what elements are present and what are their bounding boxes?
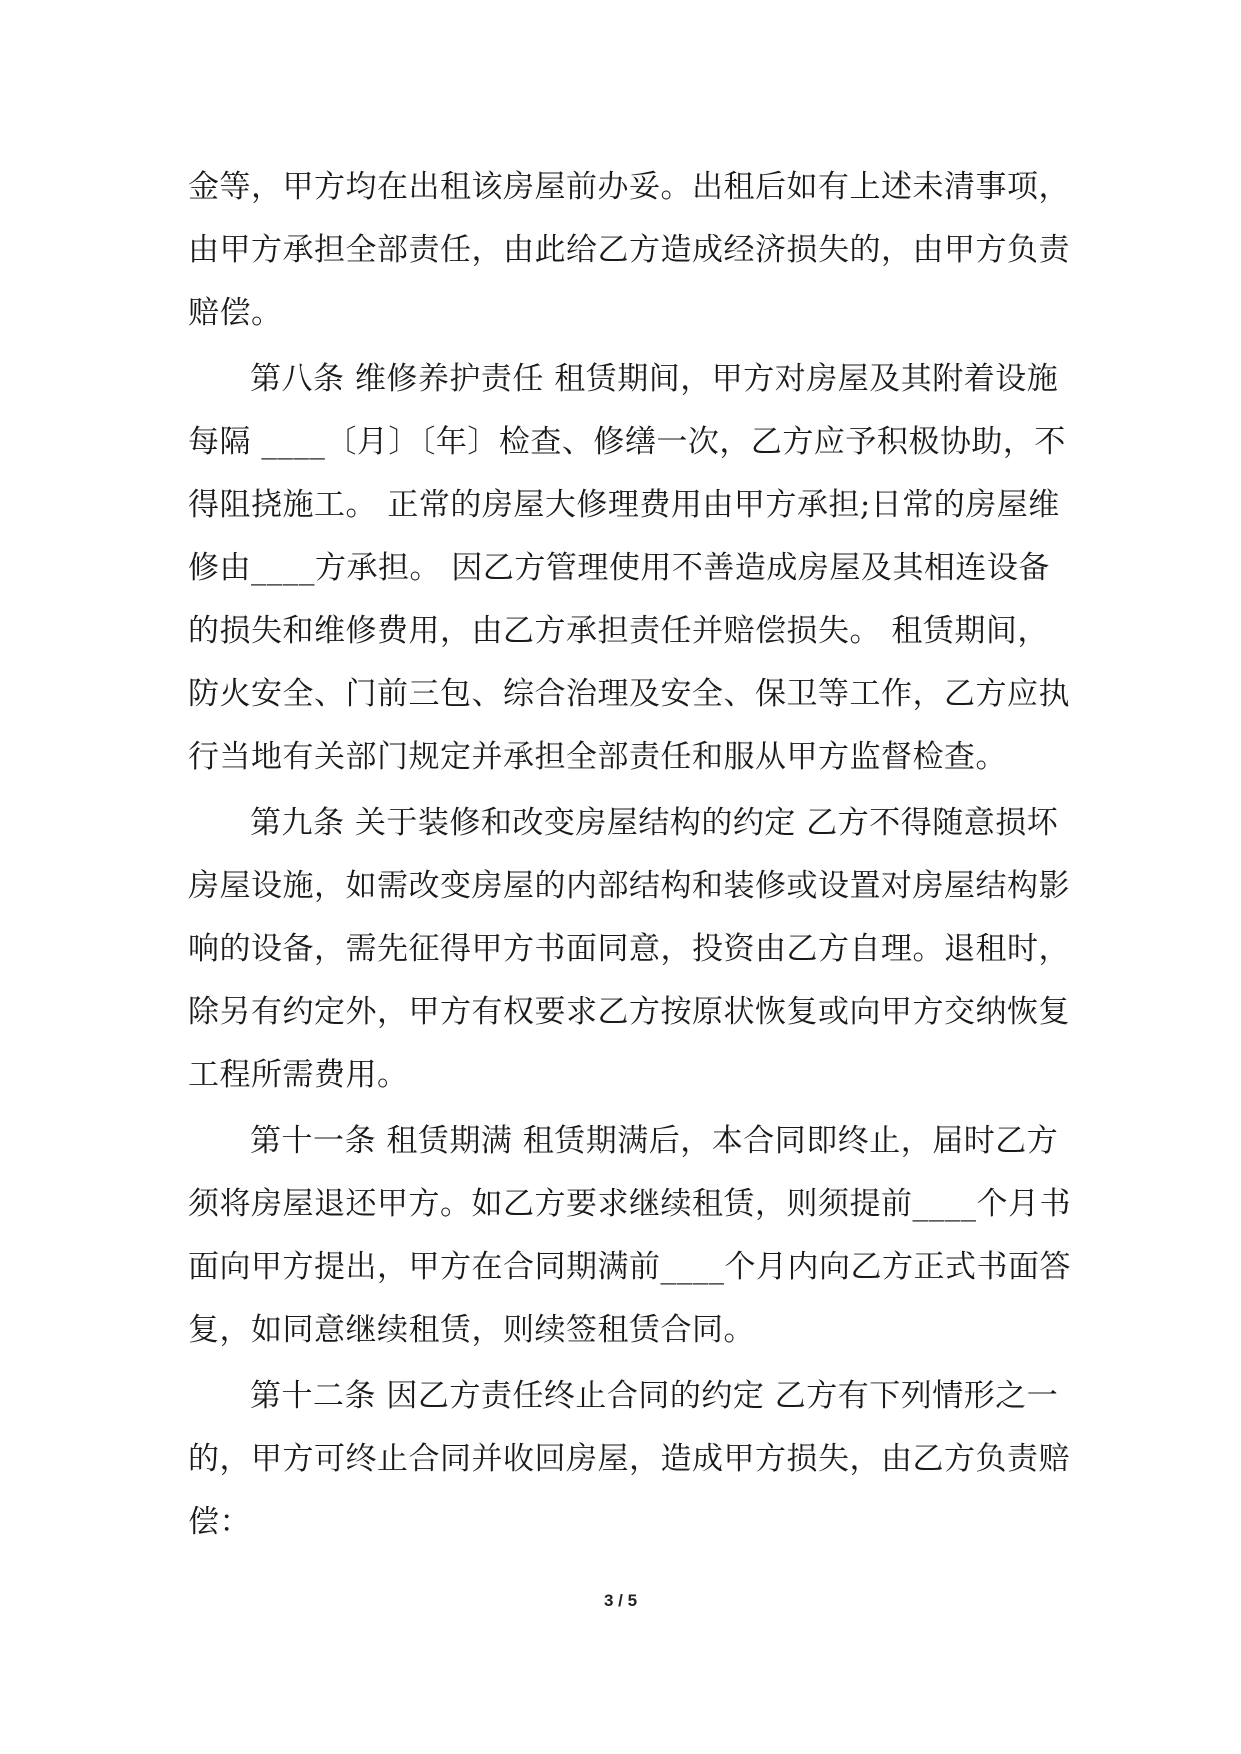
text-line: 金等，甲方均在出租该房屋前办妥。出租后如有上述未清事项， [188, 169, 1070, 205]
text-line: 工程所需费用。 [188, 1057, 409, 1093]
text-line: 第九条 关于装修和改变房屋结构的约定 乙方不得随意损坏 [250, 805, 1059, 841]
text-line: 行当地有关部门规定并承担全部责任和服从甲方监督检查。 [188, 739, 1007, 775]
text-line: 面向甲方提出，甲方在合同期满前____个月内向乙方正式书面答 [188, 1249, 1071, 1285]
text-line: 偿： [188, 1504, 251, 1540]
text-line: 赔偿。 [188, 295, 283, 331]
text-line: 第十一条 租赁期满 租赁期满后，本合同即终止，届时乙方 [250, 1123, 1059, 1159]
text-line: 防火安全、门前三包、综合治理及安全、保卫等工作，乙方应执 [188, 676, 1070, 712]
text-line: 须将房屋退还甲方。如乙方要求继续租赁，则须提前____个月书 [188, 1186, 1071, 1222]
text-line: 复，如同意继续租赁，则续签租赁合同。 [188, 1312, 755, 1348]
text-line: 每隔 ____〔月〕〔年〕检查、修缮一次，乙方应予积极协助，不 [188, 424, 1066, 460]
text-line: 第十二条 因乙方责任终止合同的约定 乙方有下列情形之一 [250, 1378, 1059, 1414]
text-line: 得阻挠施工。 正常的房屋大修理费用由甲方承担;日常的房屋维 [188, 487, 1060, 523]
text-line: 的，甲方可终止合同并收回房屋，造成甲方损失，由乙方负责赔 [188, 1441, 1070, 1477]
text-line: 房屋设施，如需改变房屋的内部结构和装修或设置对房屋结构影 [188, 868, 1070, 904]
text-line: 除另有约定外，甲方有权要求乙方按原状恢复或向甲方交纳恢复 [188, 994, 1070, 1030]
page-number: 3 / 5 [603, 1591, 638, 1610]
text-line: 响的设备，需先征得甲方书面同意，投资由乙方自理。退租时， [188, 931, 1070, 967]
text-line: 修由____方承担。 因乙方管理使用不善造成房屋及其相连设备 [188, 550, 1050, 586]
text-line: 第八条 维修养护责任 租赁期间，甲方对房屋及其附着设施 [250, 361, 1059, 397]
text-line: 由甲方承担全部责任，由此给乙方造成经济损失的，由甲方负责 [188, 232, 1070, 268]
text-line: 的损失和维修费用，由乙方承担责任并赔偿损失。 租赁期间， [188, 613, 1049, 649]
